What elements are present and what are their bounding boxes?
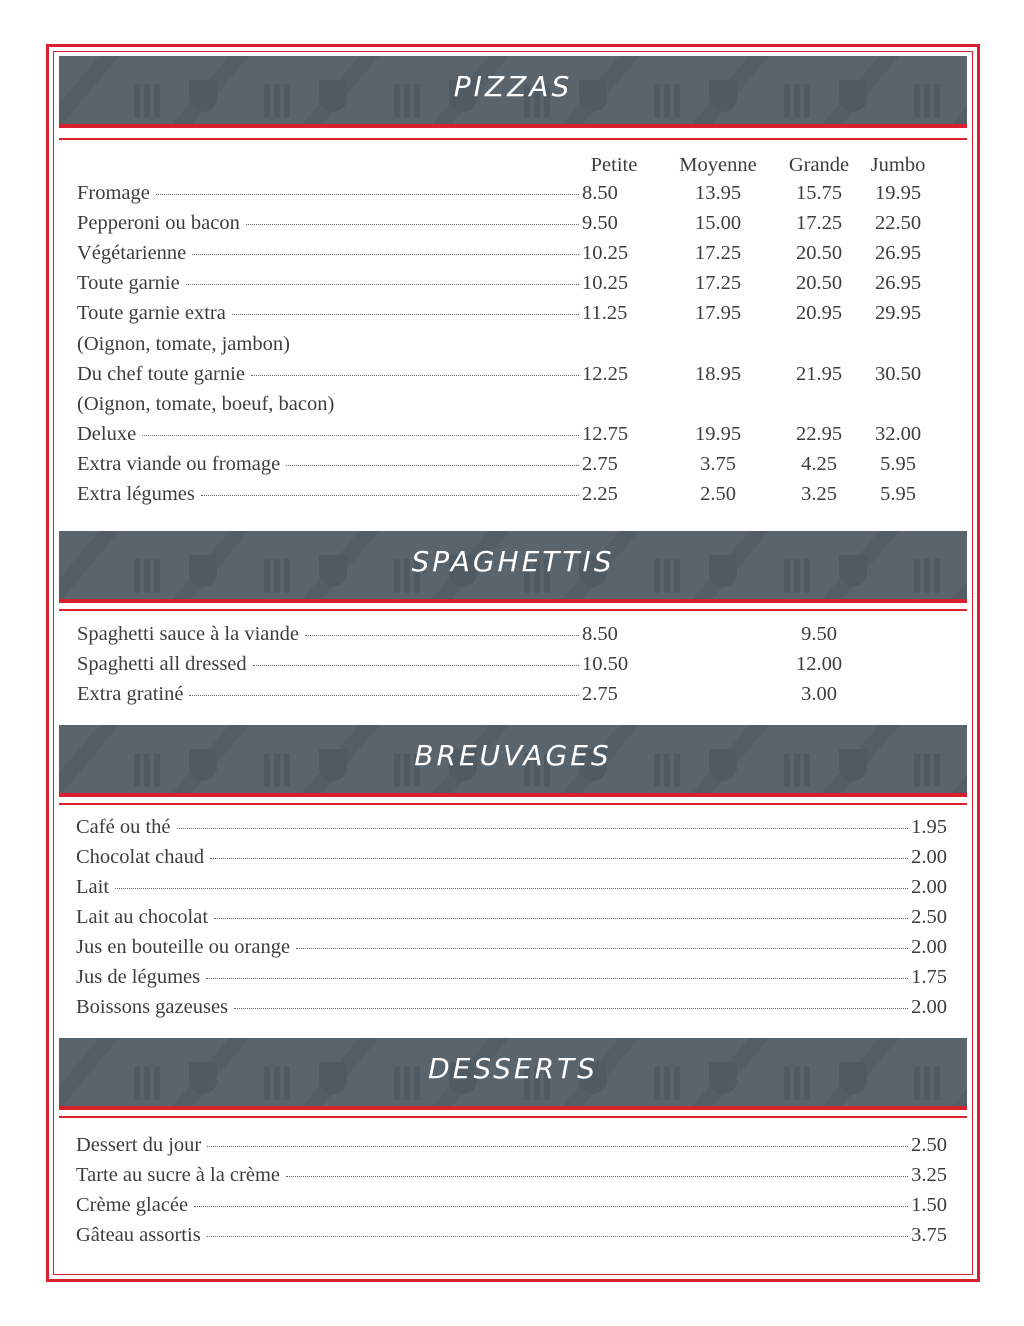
pizza-name: Végétarienne [77, 242, 187, 264]
dessert-price: 2.50 [911, 1134, 947, 1156]
breuvages-title: BREUVAGES [414, 739, 612, 772]
drink-name: Jus en bouteille ou orange [76, 936, 291, 958]
dot-leader [207, 1235, 908, 1237]
drink-name: Jus de légumes [76, 966, 201, 988]
dot-leader [286, 1175, 908, 1177]
pizza-note: (Oignon, tomate, boeuf, bacon) [77, 393, 335, 415]
pizza-price: 30.50 [874, 363, 922, 385]
spaghetti-price-large: 3.00 [801, 683, 837, 705]
spaghetti-item [77, 623, 640, 653]
pizzas-banner [59, 56, 967, 128]
dessert-item [76, 1224, 947, 1254]
spaghetti-name: Spaghetti sauce à la viande [77, 623, 299, 645]
pizza-price-petite: 11.25 [582, 302, 628, 324]
pizza-item [77, 182, 640, 212]
dot-leader [207, 1145, 908, 1147]
spaghettis-rule [59, 609, 967, 611]
pizza-price: 17.25 [795, 212, 843, 234]
dot-leader [201, 494, 579, 496]
pizza-price: 20.50 [795, 272, 843, 294]
dot-leader [234, 1007, 908, 1009]
size-header-petite: Petite [590, 154, 638, 176]
dot-leader [232, 313, 579, 315]
breuvages-banner [59, 725, 967, 797]
drink-item [76, 996, 947, 1026]
spaghetti-price-small: 2.75 [582, 683, 618, 705]
drink-item [76, 906, 947, 936]
pizza-item [77, 453, 640, 483]
pizza-price: 17.25 [694, 242, 742, 264]
pizza-price: 19.95 [874, 182, 922, 204]
dot-leader [286, 464, 579, 466]
pizza-name: Pepperoni ou bacon [77, 212, 240, 234]
pizza-name: Extra légumes [77, 483, 195, 505]
pizza-price-petite: 2.25 [582, 483, 618, 505]
pizza-price: 20.95 [795, 302, 843, 324]
spaghetti-item [77, 683, 640, 713]
dessert-item [76, 1194, 947, 1224]
dot-leader [251, 374, 579, 376]
pizza-item [77, 272, 640, 302]
drink-name: Café ou thé [76, 816, 171, 838]
dessert-item [76, 1164, 947, 1194]
pizza-item [77, 483, 640, 513]
pizza-item [77, 302, 640, 332]
pizza-item [77, 363, 640, 393]
spaghettis-title: SPAGHETTIS [411, 545, 615, 578]
drink-price: 2.00 [911, 936, 947, 958]
dot-leader [156, 193, 579, 195]
dot-leader [305, 634, 579, 636]
spaghetti-price-large: 12.00 [795, 653, 843, 675]
dot-leader [194, 1205, 908, 1207]
pizza-price: 2.50 [700, 483, 736, 505]
breuvages-rule [59, 803, 967, 805]
size-header-grande: Grande [788, 154, 850, 176]
pizza-price: 3.75 [700, 453, 736, 475]
pizza-name: Toute garnie extra [77, 302, 226, 324]
dot-leader [142, 434, 579, 436]
dessert-name: Tarte au sucre à la crème [76, 1164, 280, 1186]
drink-price: 2.50 [911, 906, 947, 928]
pizza-price: 19.95 [694, 423, 742, 445]
pizza-name: Deluxe [77, 423, 137, 445]
desserts-title: DESSERTS [428, 1052, 598, 1085]
dot-leader [246, 223, 579, 225]
drink-item [76, 846, 947, 876]
pizza-price-petite: 10.25 [582, 272, 629, 294]
drink-price: 2.00 [911, 996, 947, 1018]
pizza-price-petite: 9.50 [582, 212, 618, 234]
drink-name: Chocolat chaud [76, 846, 205, 868]
pizza-price: 15.00 [694, 212, 742, 234]
pizza-price-petite: 2.75 [582, 453, 618, 475]
pizza-name: Fromage [77, 182, 150, 204]
spaghetti-price-large: 9.50 [801, 623, 837, 645]
drink-item [76, 816, 947, 846]
dessert-price: 3.75 [911, 1224, 947, 1246]
spaghettis-banner [59, 531, 967, 603]
pizza-price: 13.95 [694, 182, 742, 204]
pizza-price: 3.25 [801, 483, 837, 505]
pizzas-title: PIZZAS [453, 70, 573, 103]
pizza-item [77, 242, 640, 272]
pizza-price-petite: 12.25 [582, 363, 629, 385]
pizza-price: 32.00 [874, 423, 922, 445]
drink-price: 1.75 [911, 966, 947, 988]
pizza-note: (Oignon, tomate, jambon) [77, 333, 290, 355]
pizza-item [77, 423, 640, 453]
spaghetti-item [77, 653, 640, 683]
dessert-name: Dessert du jour [76, 1134, 202, 1156]
pizza-price: 22.50 [874, 212, 922, 234]
pizza-name: Extra viande ou fromage [77, 453, 281, 475]
dessert-name: Gâteau assortis [76, 1224, 201, 1246]
pizza-price: 5.95 [880, 453, 916, 475]
pizza-price: 26.95 [874, 272, 922, 294]
pizza-price: 29.95 [874, 302, 922, 324]
drink-price: 2.00 [911, 846, 947, 868]
drink-price: 2.00 [911, 876, 947, 898]
size-header-moyenne: Moyenne [679, 154, 757, 176]
dot-leader [177, 827, 909, 829]
spaghetti-price-small: 8.50 [582, 623, 618, 645]
dot-leader [186, 283, 579, 285]
dessert-name: Crème glacée [76, 1194, 189, 1216]
spaghetti-name: Extra gratiné [77, 683, 184, 705]
drink-name: Boissons gazeuses [76, 996, 229, 1018]
pizza-price: 18.95 [694, 363, 742, 385]
pizza-name: Du chef toute garnie [77, 363, 245, 385]
dot-leader [253, 664, 579, 666]
pizza-price-petite: 10.25 [582, 242, 629, 264]
pizza-price: 26.95 [874, 242, 922, 264]
drink-item [76, 936, 947, 966]
pizza-price: 5.95 [880, 483, 916, 505]
spaghetti-name: Spaghetti all dressed [77, 653, 247, 675]
dot-leader [210, 857, 908, 859]
pizza-price-petite: 8.50 [582, 182, 618, 204]
drink-item [76, 876, 947, 906]
drink-item [76, 966, 947, 996]
pizza-price: 21.95 [795, 363, 843, 385]
pizza-price-petite: 12.75 [582, 423, 629, 445]
drink-name: Lait [76, 876, 110, 898]
pizza-price: 4.25 [801, 453, 837, 475]
desserts-rule [59, 1116, 967, 1118]
dessert-price: 1.50 [911, 1194, 947, 1216]
drink-name: Lait au chocolat [76, 906, 209, 928]
drink-price: 1.95 [911, 816, 947, 838]
dot-leader [206, 977, 908, 979]
pizza-price: 22.95 [795, 423, 843, 445]
pizza-name: Toute garnie [77, 272, 180, 294]
dot-leader [214, 917, 908, 919]
dessert-item [76, 1134, 947, 1164]
dessert-price: 3.25 [911, 1164, 947, 1186]
pizza-price: 17.95 [694, 302, 742, 324]
dot-leader [192, 253, 579, 255]
pizzas-rule [59, 138, 967, 140]
spaghetti-price-small: 10.50 [582, 653, 629, 675]
dot-leader [296, 947, 908, 949]
dot-leader [115, 887, 908, 889]
size-header-jumbo: Jumbo [870, 154, 926, 176]
pizza-price: 17.25 [694, 272, 742, 294]
desserts-banner [59, 1038, 967, 1110]
pizza-item [77, 212, 640, 242]
pizza-price: 15.75 [795, 182, 843, 204]
pizza-price: 20.50 [795, 242, 843, 264]
dot-leader [189, 694, 579, 696]
